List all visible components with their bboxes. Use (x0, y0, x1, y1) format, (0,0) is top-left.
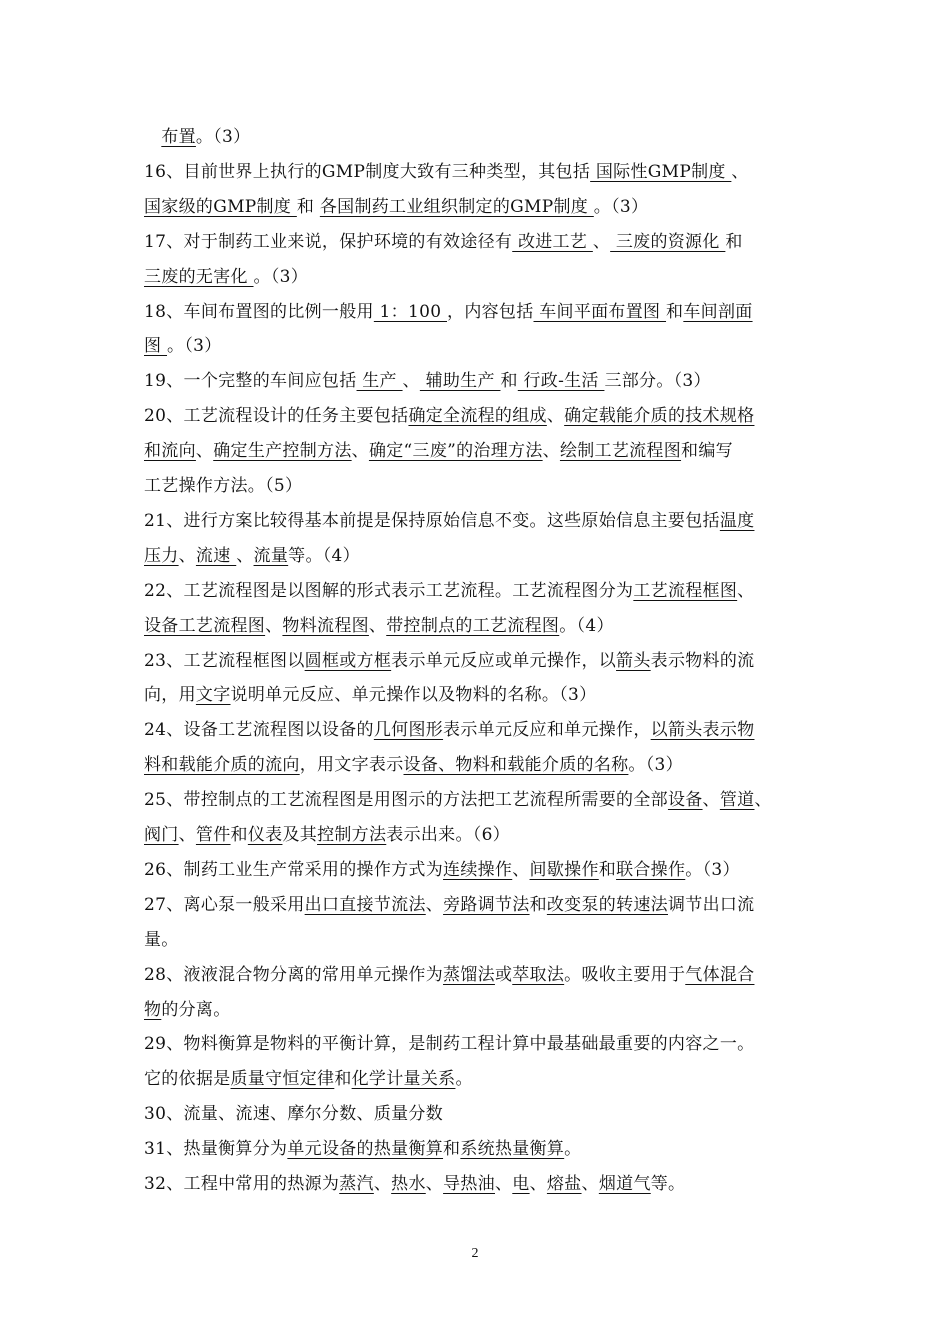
text-segment: 向，用 (144, 685, 196, 706)
answer-blank: 连续操作 (443, 859, 513, 880)
text-line (144, 227, 824, 257)
answer-blank: 确定“三废”的治理方法 (368, 441, 543, 462)
text-segment: 表示物料的流 (650, 650, 755, 671)
answer-blank: 确定载能介质的技术规格 (564, 406, 755, 427)
text-segment: 表示单元反应或单元操作，以 (391, 650, 617, 671)
text-segment: 和 (230, 825, 248, 845)
text-segment: 、 (178, 825, 196, 845)
answer-blank: 熔盐 (546, 1174, 582, 1194)
answer-blank: 图 (144, 336, 168, 357)
text-segment: 、 (236, 545, 254, 566)
text-segment: 。（3） (253, 266, 309, 287)
text-line (144, 750, 824, 780)
text-segment: 和 (296, 196, 320, 217)
answer-blank: 带控制点的工艺流程图 (386, 615, 560, 636)
answer-blank: 仪表 (247, 825, 283, 845)
text-segment: 。（3） (593, 196, 649, 217)
answer-blank: 圆框或方框 (304, 650, 392, 671)
text-segment: 、 (737, 580, 755, 601)
answer-blank: 控制方法 (317, 825, 387, 845)
text-segment: 20、工艺流程设计的任务主要包括 (144, 406, 409, 427)
answer-blank: 车间平面布置图 (533, 301, 667, 322)
text-line (144, 576, 824, 606)
text-segment: 、 (512, 859, 530, 880)
text-segment: 表示单元反应和单元操作， (443, 720, 651, 741)
text-line (144, 646, 824, 676)
answer-blank: 国家级的GMP制度 (144, 196, 297, 217)
text-segment: 、 (702, 790, 720, 811)
answer-blank: 出口直接节流法 (304, 894, 426, 915)
answer-blank: 电 (512, 1174, 530, 1194)
text-segment: 30、流量、流速、摩尔分数、质量分数 (144, 1104, 444, 1125)
text-segment: 和 (443, 1139, 461, 1160)
answer-blank: 行政-生活 (517, 371, 605, 392)
answer-blank: 三废的无害化 (144, 266, 254, 287)
answer-blank: 流量 (253, 545, 289, 566)
answer-blank: 布置 (161, 127, 196, 147)
text-line (144, 820, 824, 850)
answer-blank: 蒸汽 (339, 1174, 374, 1194)
answer-blank: 改变泵的转速法 (546, 894, 668, 915)
answer-blank: 温度 (719, 510, 755, 531)
answer-blank: 料和载能介质的流向 (144, 755, 300, 776)
answer-blank: 几何图形 (373, 720, 444, 741)
answer-blank: 各国制药工业组织制定的GMP制度 (319, 196, 594, 217)
answer-blank: 设备、物料和载能介质的名称 (403, 755, 629, 776)
answer-blank: 国际性GMP制度 (590, 161, 732, 182)
answer-blank: 物料流程图 (282, 615, 369, 636)
text-segment: 、 (754, 790, 772, 811)
answer-blank: 物 (144, 999, 162, 1020)
answer-blank: 导热油 (443, 1174, 495, 1194)
answer-blank: 确定全流程的组成 (408, 406, 547, 427)
answer-blank: 确定生产控制方法 (213, 441, 352, 462)
text-line (144, 925, 824, 955)
answer-blank: 阀门 (144, 825, 179, 845)
text-line (144, 1099, 824, 1129)
text-segment: 、 (265, 615, 283, 636)
answer-blank: 间歇操作 (529, 859, 599, 880)
answer-blank: 热水 (391, 1174, 426, 1194)
answer-blank: 生产 (356, 371, 403, 392)
text-line (144, 995, 824, 1025)
text-segment: ，用文字表示 (299, 755, 404, 776)
answer-blank: 三废的资源化 (610, 231, 726, 252)
text-segment: 、 (373, 1174, 392, 1194)
text-segment: 和 (334, 1069, 352, 1090)
text-segment: 、 (542, 441, 560, 462)
text-line (144, 785, 824, 815)
text-segment: 说明单元反应、单元操作以及物料的名称。（3） (230, 685, 597, 706)
text-segment: 。 (564, 1139, 582, 1160)
answer-blank: 化学计量关系 (351, 1069, 456, 1090)
text-segment: 。（3） (195, 127, 251, 147)
text-segment: 量。 (144, 929, 179, 950)
answer-blank: 烟道气 (598, 1174, 651, 1194)
answer-blank: 管道 (719, 790, 755, 811)
text-line (144, 471, 824, 501)
text-line (144, 1029, 824, 1059)
text-segment: 25、带控制点的工艺流程图是用图示的方法把工艺流程所需要的全部 (144, 790, 668, 811)
answer-blank: 辅助生产 (419, 371, 501, 392)
text-segment: 和 (500, 371, 518, 392)
text-segment: 它的依据是 (144, 1069, 231, 1090)
text-segment: 31、热量衡算分为 (144, 1139, 288, 1160)
answer-blank: 工艺流程框图 (633, 580, 738, 601)
page-number: 2 (471, 1246, 479, 1261)
text-segment: 。（4） (559, 615, 614, 636)
text-segment: 26、制药工业生产常采用的操作方式为 (144, 859, 444, 880)
text-segment: 、 (529, 1174, 547, 1194)
text-segment: 29、物料衡算是物料的平衡计算，是制药工程计算中最基础最重要的内容之一。 (144, 1034, 755, 1055)
answer-blank: 改进工艺 (512, 231, 593, 252)
text-segment: 22、工艺流程图是以图解的形式表示工艺流程。工艺流程图分为 (144, 580, 634, 601)
text-segment: 、 (178, 545, 196, 566)
text-line (144, 366, 824, 396)
text-segment: 。（3） (167, 336, 222, 357)
text-segment: 、 (546, 406, 565, 427)
text-line (144, 262, 824, 292)
text-segment: 及其 (282, 825, 318, 845)
answer-blank: 流速 (195, 545, 237, 566)
text-segment: 和 (666, 301, 684, 322)
answer-blank: 蒸馏法 (443, 964, 495, 985)
text-line (144, 331, 824, 361)
text-segment: 。（3） (628, 755, 683, 776)
text-segment: 、 (592, 231, 611, 252)
text-segment: 或 (494, 964, 513, 985)
text-line (144, 715, 824, 745)
text-segment: 表示出来。（6） (386, 825, 510, 845)
answer-blank: 质量守恒定律 (230, 1069, 335, 1090)
text-segment: 、 (368, 615, 387, 636)
text-segment: 。 (455, 1069, 473, 1090)
text-segment: ，内容包括 (447, 301, 534, 322)
text-segment: 。吸收主要用于 (564, 964, 686, 985)
text-line (144, 401, 824, 431)
text-segment: 三部分。（3） (604, 371, 711, 392)
text-line (144, 157, 824, 187)
text-segment: 28、液液混合物分离的常用单元操作为 (144, 964, 444, 985)
text-segment: 、 (731, 161, 749, 182)
text-segment: 、 (402, 371, 420, 392)
text-segment: 21、进行方案比较得基本前提是保持原始信息不变。这些原始信息主要包括 (144, 510, 720, 531)
text-segment: 17、对于制药工业来说，保护环境的有效途径有 (144, 231, 513, 252)
answer-blank: 压力 (144, 545, 179, 566)
text-segment: 的分离。 (161, 999, 231, 1020)
answer-blank: 系统热量衡算 (460, 1139, 565, 1160)
text-segment: 32、工程中常用的热源为 (144, 1174, 340, 1194)
answer-blank: 设备 (667, 790, 703, 811)
text-segment: 16、目前世界上执行的GMP制度大致有三种类型，其包括 (144, 161, 591, 182)
text-segment: 和 (529, 894, 547, 915)
answer-blank: 单元设备的热量衡算 (287, 1139, 444, 1160)
text-segment: 、 (425, 1174, 444, 1194)
answer-blank: 萃取法 (512, 964, 565, 985)
answer-blank: 车间剖面 (683, 301, 753, 322)
text-segment: 27、离心泵一般采用 (144, 894, 305, 915)
text-segment: 、 (581, 1174, 599, 1194)
answer-blank: 1：100 (373, 301, 448, 322)
text-segment: 、 (195, 441, 214, 462)
text-segment (144, 127, 161, 147)
text-segment: 和编写 (681, 441, 733, 462)
text-segment: 调节出口流 (667, 894, 755, 915)
text-segment: 23、工艺流程框图以 (144, 650, 305, 671)
text-segment: 和 (725, 231, 743, 252)
text-segment: 18、车间布置图的比例一般用 (144, 301, 374, 322)
answer-blank: 管件 (195, 825, 231, 845)
text-line (144, 680, 824, 710)
answer-blank: 和流向 (144, 441, 196, 462)
text-line (144, 890, 824, 920)
text-line (144, 1134, 824, 1164)
text-line (144, 297, 824, 327)
answer-blank: 以箭头表示物 (650, 720, 755, 741)
text-line (144, 192, 824, 222)
answer-blank: 绘制工艺流程图 (559, 441, 682, 462)
text-segment: 工艺操作方法。（5） (144, 476, 303, 496)
text-segment: 、 (494, 1174, 513, 1194)
answer-blank: 联合操作 (616, 859, 686, 880)
text-line (144, 506, 824, 536)
text-segment: 等。（4） (288, 545, 360, 566)
text-segment: 和 (598, 859, 617, 880)
text-line (144, 541, 824, 571)
answer-blank: 设备工艺流程图 (144, 615, 266, 636)
answer-blank: 旁路调节法 (443, 894, 530, 915)
text-segment: 、 (425, 894, 444, 915)
text-line (144, 611, 824, 641)
answer-blank: 箭头 (616, 650, 651, 671)
text-line (144, 960, 824, 990)
text-segment: 。（3） (685, 859, 740, 880)
answer-blank: 文字 (195, 685, 231, 706)
text-line (144, 1064, 824, 1094)
text-line (144, 436, 824, 466)
text-segment: 19、一个完整的车间应包括 (144, 371, 357, 392)
text-segment: 、 (351, 441, 369, 462)
answer-blank: 气体混合 (685, 964, 755, 985)
text-line (144, 1169, 824, 1199)
text-segment: 24、设备工艺流程图以设备的 (144, 720, 374, 741)
text-segment: 等。 (650, 1174, 686, 1194)
text-line (144, 855, 824, 885)
text-line (144, 122, 824, 152)
